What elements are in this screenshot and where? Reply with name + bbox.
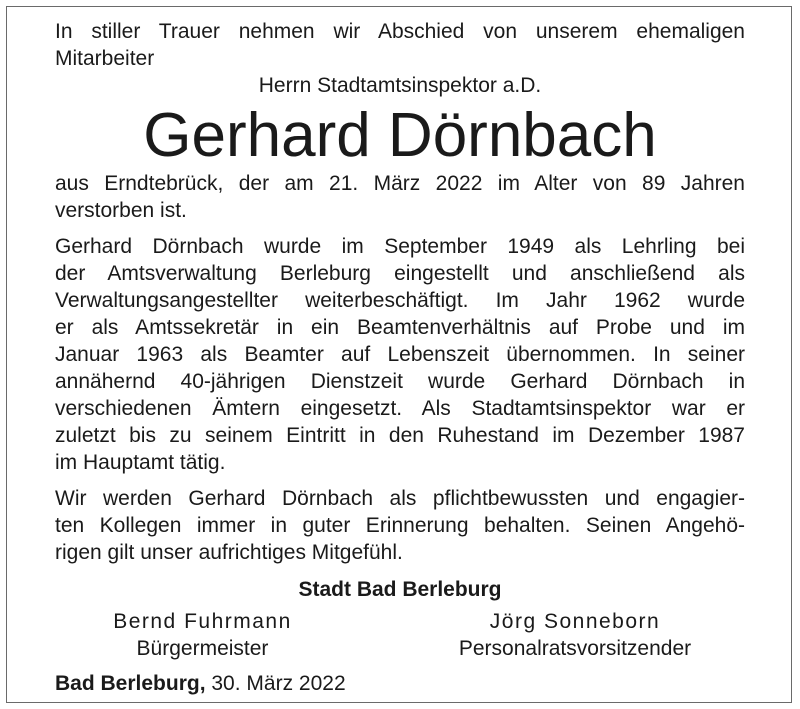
signatory-name: Jörg Sonneborn — [489, 610, 661, 633]
signatory-role: Personalratsvorsitzender — [458, 637, 692, 660]
bio-line-3: Verwaltungsangestellter weiterbeschäftigt. Im Jahr 1962 wurde — [55, 289, 745, 312]
origin-line-2: verstorben ist. — [55, 199, 187, 222]
bio-line-8: zuletzt bis zu seinem Eintritt in den Ruhestand im Dezember 1987 — [55, 424, 745, 447]
intro-line-2: Mitarbeiter — [55, 47, 155, 70]
signatory-council-chair — [435, 608, 715, 662]
closing-line-2: ten Kollegen immer in guter Erinnerung behalten. Seinen Angehö- — [55, 514, 745, 537]
intro-line-1: In stiller Trauer nehmen wir Abschied von unserem ehemaligen — [55, 20, 745, 43]
signatory-role: Bürgermeister — [136, 637, 269, 660]
bio-line-5: Januar 1963 als Beamter auf Lebenszeit übernommen. In seiner — [55, 343, 745, 366]
bio-line-6: annähernd 40-jährigen Dienstzeit wurde Gerhard Dörnbach in — [55, 370, 745, 393]
obituary-notice — [55, 18, 745, 697]
closing-line-3: rigen gilt unser aufrichtiges Mitgefühl. — [55, 541, 403, 564]
honorific-title: Herrn Stadtamtsinspektor a.D. — [258, 74, 542, 97]
closing-line-1: Wir werden Gerhard Dörnbach als pflichtbewussten und engagier- — [55, 487, 745, 510]
bio-line-1: Gerhard Dörnbach wurde im September 1949 als Lehrling bei — [55, 235, 745, 258]
signatures — [55, 608, 745, 662]
place: Bad Berleburg, — [55, 672, 206, 695]
organization-name: Stadt Bad Berleburg — [298, 578, 502, 601]
deceased-name: Gerhard Dörnbach — [143, 101, 657, 170]
bio-line-4: er als Amtssekretär in ein Beamtenverhältnis auf Probe und im — [55, 316, 745, 339]
bio-line-2: der Amtsverwaltung Berleburg eingestellt und anschließend als — [55, 262, 745, 285]
signatory-name: Bernd Fuhrmann — [113, 610, 292, 633]
origin-line-1: aus Erndtebrück, der am 21. März 2022 im Alter von 89 Jahren — [55, 172, 745, 195]
date: 30. März 2022 — [211, 672, 346, 695]
bio-line-7: verschiedenen Ämtern eingesetzt. Als Stadtamtsinspektor war er — [55, 397, 745, 420]
place-and-date — [55, 670, 745, 697]
bio-line-9: im Hauptamt tätig. — [55, 451, 226, 474]
signatory-mayor — [85, 608, 320, 662]
